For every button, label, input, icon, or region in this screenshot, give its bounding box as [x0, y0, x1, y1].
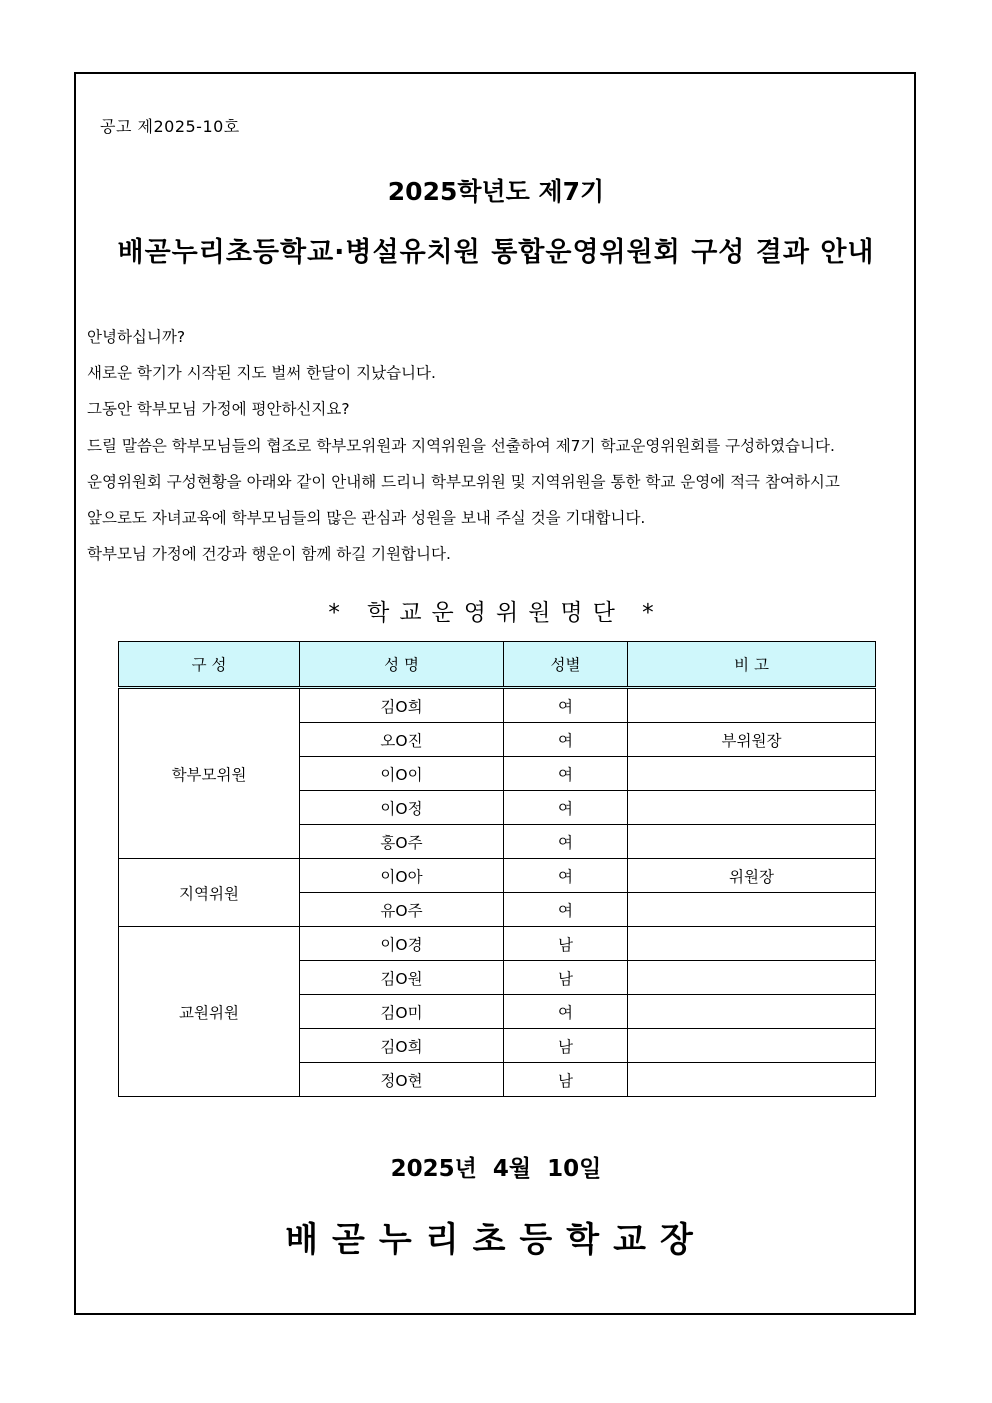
member-note [628, 825, 876, 859]
member-note [628, 791, 876, 825]
member-name: 정O현 [300, 1063, 504, 1097]
header-remarks: 비 고 [628, 642, 876, 688]
member-gender: 남 [504, 927, 628, 961]
member-name: 김O미 [300, 995, 504, 1029]
member-gender: 남 [504, 1029, 628, 1063]
member-gender: 여 [504, 825, 628, 859]
member-gender: 여 [504, 757, 628, 791]
member-name: 김O원 [300, 961, 504, 995]
member-name: 유O주 [300, 893, 504, 927]
letter-line: 앞으로도 자녀교육에 학부모님들의 많은 관심과 성원을 보내 주실 것을 기대합니다. [87, 508, 646, 527]
member-note [628, 961, 876, 995]
member-name: 오O진 [300, 723, 504, 757]
table-row [119, 688, 876, 723]
member-note [628, 995, 876, 1029]
committee-roster-table [118, 641, 876, 1097]
member-note [628, 1063, 876, 1097]
letter-body [87, 322, 887, 575]
principal-signature: 배곧누리초등학교장 [285, 1220, 707, 1260]
notice-number: 공고 제2025-10호 [100, 117, 240, 136]
member-note: 부위원장 [628, 723, 876, 757]
member-note [628, 1029, 876, 1063]
member-name: 이O이 [300, 757, 504, 791]
member-name: 이O경 [300, 927, 504, 961]
group-label: 교원위원 [119, 927, 300, 1097]
letter-line: 학부모님 가정에 건강과 행운이 함께 하길 기원합니다. [87, 545, 451, 564]
letter-line: 드릴 말씀은 학부모님들의 협조로 학부모위원과 지역위원을 선출하여 제7기 학교운영위원회를 구성하였습니다. [87, 436, 835, 455]
member-gender: 남 [504, 1063, 628, 1097]
member-gender: 여 [504, 859, 628, 893]
header-gender: 성별 [504, 642, 628, 688]
header-name: 성 명 [300, 642, 504, 688]
member-note [628, 927, 876, 961]
member-note [628, 893, 876, 927]
group-label: 학부모위원 [119, 688, 300, 859]
member-gender: 여 [504, 723, 628, 757]
member-name: 김O희 [300, 1029, 504, 1063]
letter-line: 새로운 학기가 시작된 지도 벌써 한달이 지났습니다. [87, 364, 436, 383]
letter-line: 운영위원회 구성현황을 아래와 같이 안내해 드리니 학부모위원 및 지역위원을 통한 학교 운영에 적극 참여하시고 [87, 472, 840, 491]
member-gender: 남 [504, 961, 628, 995]
table-row [119, 927, 876, 961]
table-row [119, 859, 876, 893]
member-note [628, 757, 876, 791]
member-note: 위원장 [628, 859, 876, 893]
group-label: 지역위원 [119, 859, 300, 927]
member-gender: 여 [504, 995, 628, 1029]
member-note [628, 688, 876, 723]
roster-heading: * 학교운영위원명단 * [328, 600, 664, 626]
letter-line: 그동안 학부모님 가정에 평안하신지요? [87, 400, 350, 419]
document-title-line1: 2025학년도 제7기 [387, 177, 605, 206]
member-name: 홍O주 [300, 825, 504, 859]
member-gender: 여 [504, 688, 628, 723]
member-gender: 여 [504, 893, 628, 927]
member-gender: 여 [504, 791, 628, 825]
table-header-row [119, 642, 876, 688]
member-name: 김O희 [300, 688, 504, 723]
issue-date: 2025년 4월 10일 [390, 1156, 602, 1182]
document-title-line2: 배곧누리초등학교·병설유치원 통합운영위원회 구성 결과 안내 [117, 237, 875, 268]
header-composition: 구 성 [119, 642, 300, 688]
letter-line: 안녕하십니까? [87, 328, 186, 346]
member-name: 이O정 [300, 791, 504, 825]
member-name: 이O아 [300, 859, 504, 893]
